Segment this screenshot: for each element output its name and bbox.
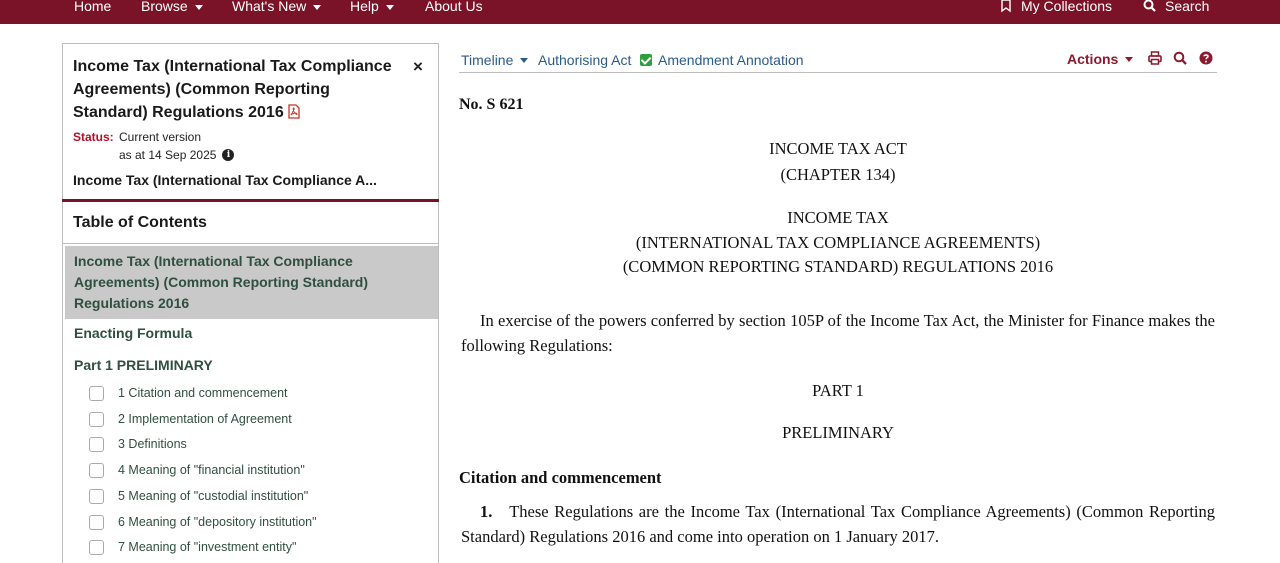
toc-item[interactable] <box>89 385 288 401</box>
section-1-paragraph <box>461 499 1215 549</box>
toc-item[interactable] <box>89 539 296 555</box>
toc-item[interactable] <box>89 411 292 427</box>
authorising-act-link[interactable] <box>538 52 631 68</box>
divider <box>62 199 439 202</box>
toc-item-label: 4 Meaning of "financial institution" <box>118 463 305 477</box>
toc-item-label: 1 Citation and commencement <box>118 386 288 400</box>
info-icon[interactable]: i <box>222 149 234 161</box>
actions-dropdown[interactable] <box>1067 51 1133 67</box>
search-icon <box>1143 0 1156 14</box>
divider <box>62 243 439 244</box>
checkbox[interactable] <box>89 386 104 401</box>
document-sidebar <box>62 43 439 563</box>
nav-search[interactable] <box>1143 0 1209 13</box>
regulation-title-line: INCOME TAX <box>787 208 889 227</box>
amendment-annotation-label: Amendment Annotation <box>658 52 804 68</box>
document-toolbar <box>459 43 1217 73</box>
status-label: Status: <box>73 130 114 144</box>
act-name: INCOME TAX ACT <box>769 139 907 158</box>
document-title <box>73 55 408 126</box>
act-chapter: (CHAPTER 134) <box>780 165 896 184</box>
nav-about-label: About Us <box>425 0 483 14</box>
document-title-text: Income Tax (International Tax Compliance Agreements) (Common Reporting Standard) Regulations 2016 <box>73 58 392 121</box>
nav-help-label: Help <box>350 0 379 14</box>
checkbox-checked-icon[interactable] <box>640 54 652 66</box>
status-value: Current version <box>119 130 202 144</box>
nav-browse[interactable] <box>141 0 203 13</box>
top-navigation-bar <box>0 0 1280 24</box>
checkbox[interactable] <box>89 540 104 555</box>
part-number: PART 1 <box>812 381 864 400</box>
section-number: 1. <box>480 502 493 521</box>
toc-item[interactable] <box>89 488 308 504</box>
nav-browse-label: Browse <box>141 0 188 14</box>
nav-home-label: Home <box>74 0 112 14</box>
toc-item-label: 2 Implementation of Agreement <box>118 412 292 426</box>
toc-item[interactable] <box>89 462 305 478</box>
nav-whats-new-label: What's New <box>232 0 307 14</box>
nav-whats-new[interactable] <box>232 0 321 13</box>
status-date-text: as at 14 Sep 2025 <box>119 148 217 162</box>
nav-search-label: Search <box>1165 0 1210 14</box>
enacting-paragraph: In exercise of the powers conferred by section 105P of the Income Tax Act, the Minister for Finance makes the following Regulations: <box>461 311 1215 355</box>
checkbox[interactable] <box>89 412 104 427</box>
nav-about-us[interactable] <box>425 0 483 13</box>
amendment-annotation-toggle[interactable] <box>640 52 804 68</box>
toc-item-label: 6 Meaning of "depository institution" <box>118 515 317 529</box>
chevron-down-icon <box>386 5 394 10</box>
toc-item-part-1[interactable]: Part 1 PRELIMINARY <box>74 357 213 373</box>
toc-item-label: 5 Meaning of "custodial institution" <box>118 489 309 503</box>
checkbox[interactable] <box>89 437 104 452</box>
chevron-down-icon <box>520 58 528 63</box>
nav-my-collections[interactable] <box>1000 0 1112 13</box>
chevron-down-icon <box>313 5 321 10</box>
pdf-icon[interactable] <box>288 103 300 126</box>
document-short-title[interactable]: Income Tax (International Tax Compliance A... <box>73 172 377 188</box>
toc-item[interactable] <box>89 514 317 530</box>
regulation-title-line: (INTERNATIONAL TAX COMPLIANCE AGREEMENTS) <box>635 233 1041 252</box>
toc-item-label: 7 Meaning of "investment entity" <box>118 540 297 554</box>
nav-help[interactable] <box>350 0 394 13</box>
actions-label: Actions <box>1067 51 1119 67</box>
timeline-label: Timeline <box>461 52 514 68</box>
toc-item[interactable] <box>89 436 187 452</box>
bookmark-icon <box>1000 0 1012 14</box>
checkbox[interactable] <box>89 489 104 504</box>
checkbox[interactable] <box>89 463 104 478</box>
toc-title: Table of Contents <box>73 214 207 231</box>
toc-item-enacting-formula[interactable]: Enacting Formula <box>74 325 193 341</box>
timeline-dropdown[interactable] <box>461 52 528 68</box>
print-icon[interactable] <box>1148 51 1162 70</box>
section-heading: Citation and commencement <box>459 468 662 487</box>
part-title: PRELIMINARY <box>782 423 894 442</box>
regulation-title-line: (COMMON REPORTING STANDARD) REGULATIONS 2016 <box>622 257 1054 276</box>
authorising-act-label: Authorising Act <box>538 52 632 68</box>
toc-item-label: 3 Definitions <box>118 437 187 451</box>
help-icon[interactable] <box>1199 51 1213 70</box>
chevron-down-icon <box>195 5 203 10</box>
checkbox[interactable] <box>89 515 104 530</box>
nav-home[interactable] <box>74 0 111 13</box>
toc-item-title[interactable]: Income Tax (International Tax Compliance Agreements) (Common Reporting Standard) Regulations 2016 <box>65 246 438 319</box>
gazette-number: No. S 621 <box>459 96 524 113</box>
status-date <box>119 148 234 162</box>
zoom-search-icon[interactable] <box>1173 51 1187 70</box>
chevron-down-icon <box>1125 57 1133 62</box>
nav-collections-label: My Collections <box>1021 0 1113 14</box>
section-1-text: These Regulations are the Income Tax (International Tax Compliance Agreements) (Common Reporting Standard) Regulations 2016 and come into operation on 1 January 2017. <box>461 502 1216 546</box>
close-icon[interactable]: × <box>413 57 423 76</box>
